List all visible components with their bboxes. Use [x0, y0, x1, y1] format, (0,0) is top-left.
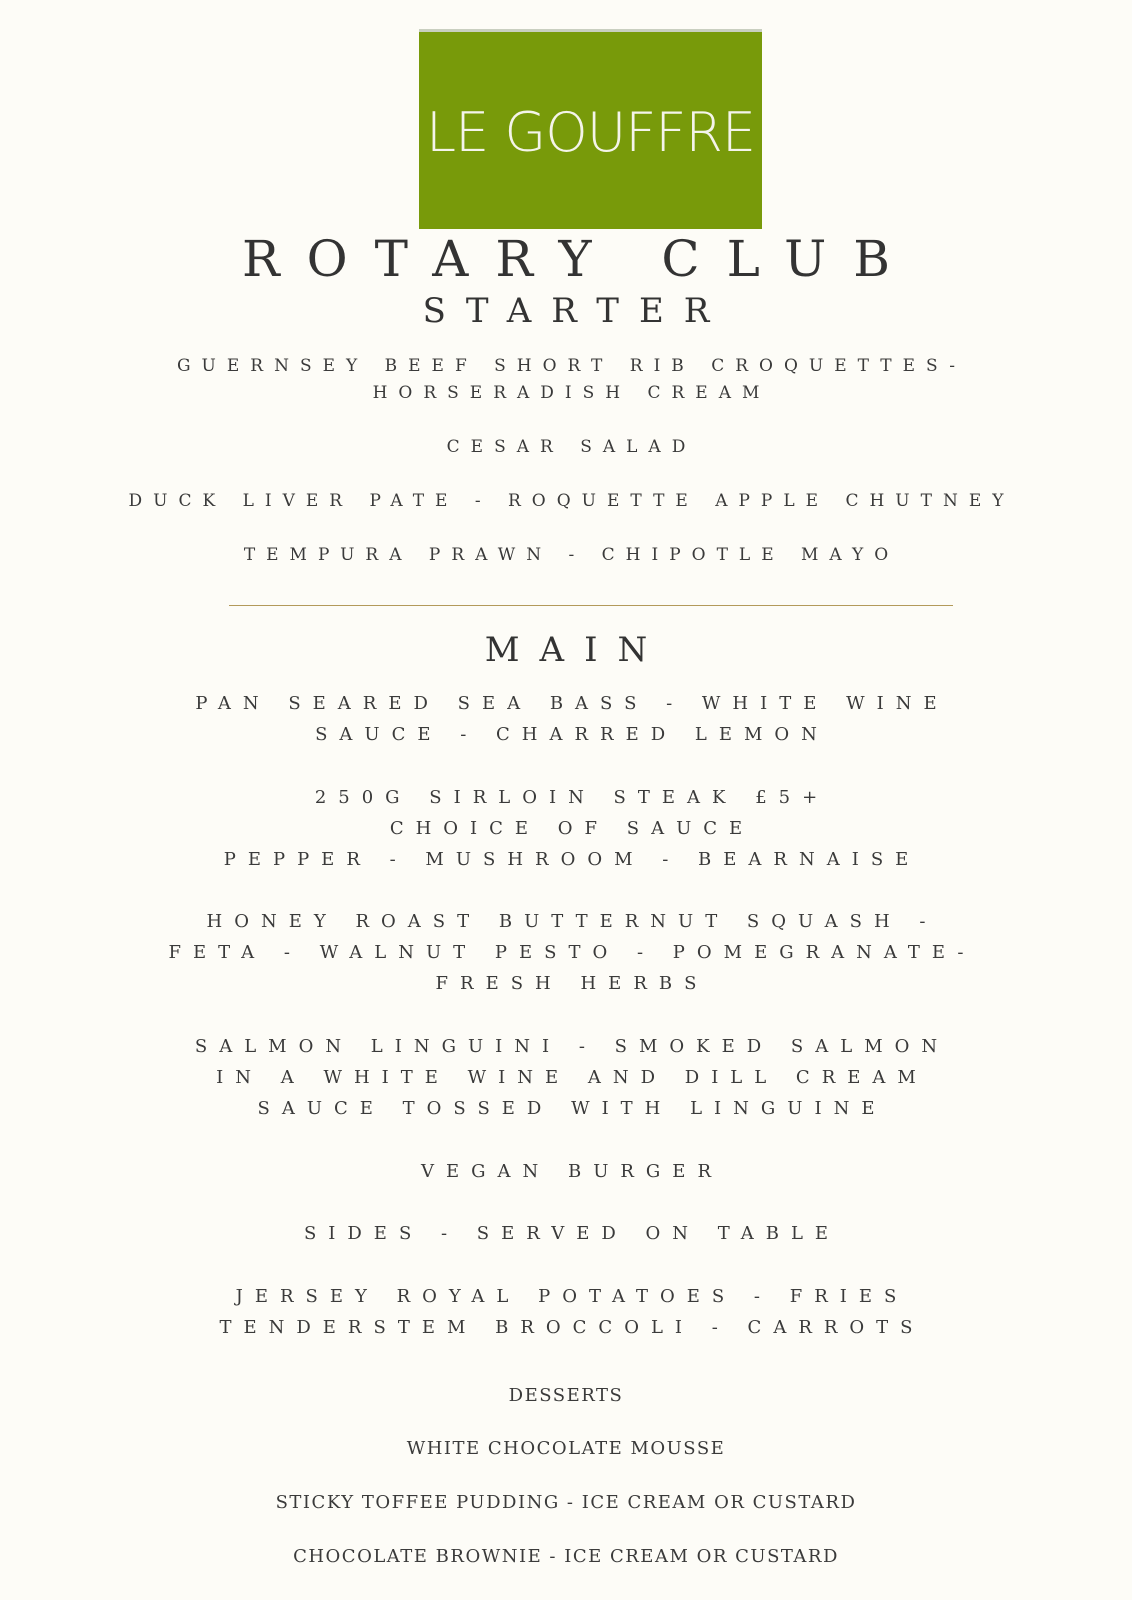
main-item-squash-line1: HONEY ROAST BUTTERNUT SQUASH - — [206, 911, 938, 932]
dessert-item-mousse: WHITE CHOCOLATE MOUSSE — [406, 1438, 726, 1459]
sides-heading: SIDES - SERVED ON TABLE — [303, 1223, 841, 1244]
main-item-sirloin-line1: 250G SIRLOIN STEAK £5+ — [314, 787, 830, 808]
dessert-item-brownie: CHOCOLATE BROWNIE - ICE CREAM OR CUSTARD — [293, 1546, 839, 1567]
menu-title: ROTARY CLUB — [242, 230, 917, 288]
logo-text: LE GOUFFRE — [425, 101, 755, 164]
sides-line1: JERSEY ROYAL POTATOES - FRIES — [235, 1286, 909, 1307]
main-item-squash-line2: FETA - WALNUT PESTO - POMEGRANATE- — [168, 942, 976, 963]
main-item-salmon-line3: SAUCE TOSSED WITH LINGUINE — [257, 1098, 887, 1119]
main-item-sirloin-line3: PEPPER - MUSHROOM - BEARNAISE — [223, 849, 921, 870]
section-divider — [229, 605, 953, 606]
main-item-salmon-line1: SALMON LINGUINI - SMOKED SALMON — [194, 1036, 950, 1057]
main-heading: MAIN — [484, 630, 668, 670]
dessert-item-sticky-toffee: STICKY TOFFEE PUDDING - ICE CREAM OR CUSTARD — [275, 1492, 857, 1513]
starter-item-cesar-salad: CESAR SALAD — [446, 437, 697, 457]
starter-heading: STARTER — [422, 291, 730, 331]
starter-item-croquettes-line1: GUERNSEY BEEF SHORT RIB CROQUETTES- — [176, 356, 967, 376]
main-item-sea-bass-line1: PAN SEARED SEA BASS - WHITE WINE — [195, 693, 949, 714]
main-item-squash-line3: FRESH HERBS — [435, 973, 709, 994]
starter-item-tempura-prawn: TEMPURA PRAWN - CHIPOTLE MAYO — [243, 545, 900, 565]
restaurant-logo — [419, 29, 762, 229]
sides-line2: TENDERSTEM BROCCOLI - CARROTS — [219, 1317, 925, 1338]
main-item-sirloin-line2: CHOICE OF SAUCE — [389, 818, 755, 839]
starter-item-duck-liver-pate: DUCK LIVER PATE - ROQUETTE APPLE CHUTNEY — [128, 491, 1015, 511]
desserts-heading: DESSERTS — [508, 1385, 624, 1406]
main-item-sea-bass-line2: SAUCE - CHARRED LEMON — [315, 724, 829, 745]
main-item-vegan-burger: VEGAN BURGER — [420, 1161, 723, 1182]
starter-item-croquettes-line2: HORSERADISH CREAM — [372, 383, 771, 403]
main-item-salmon-line2: IN A WHITE WINE AND DILL CREAM — [216, 1067, 928, 1088]
